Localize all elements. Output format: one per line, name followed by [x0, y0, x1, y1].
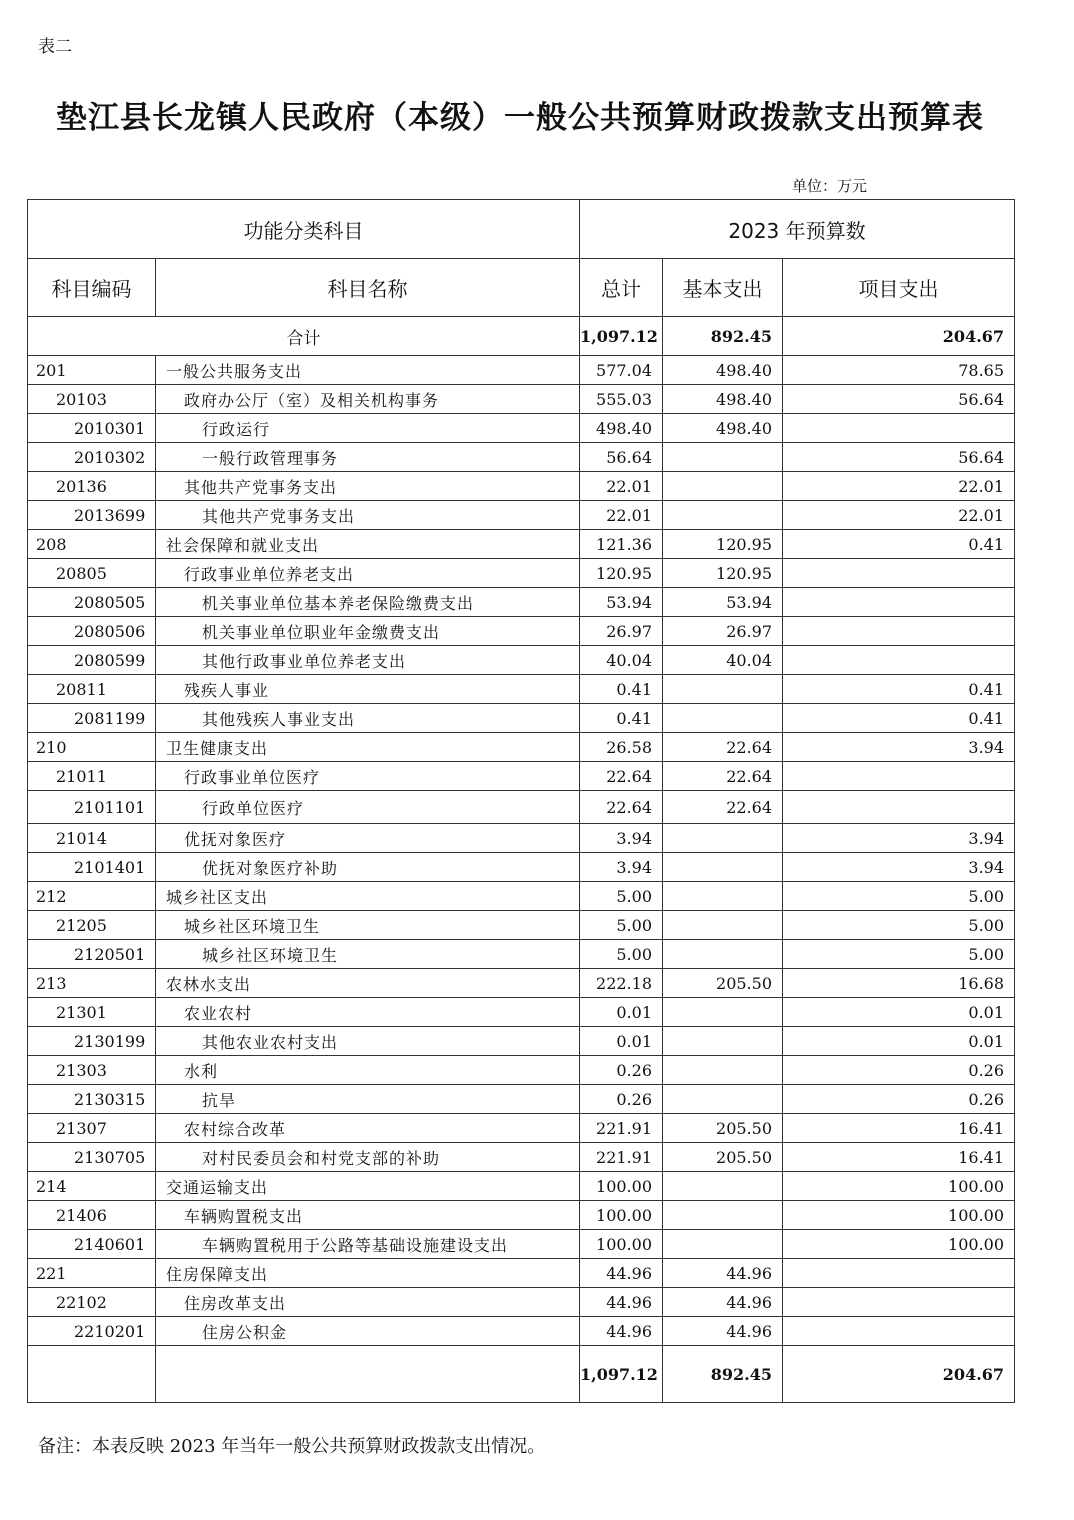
table-row — [28, 1056, 1015, 1085]
table-row — [28, 1259, 1015, 1288]
cell-project: 56.64 — [783, 385, 1015, 414]
unit-label: 单位：万元 — [792, 177, 868, 195]
cell-basic — [663, 911, 783, 940]
cell-code: 221 — [28, 1259, 156, 1288]
cell-total: 0.41 — [580, 704, 663, 733]
budget-table — [27, 199, 1015, 1403]
table-row — [28, 675, 1015, 704]
cell-total: 5.00 — [580, 940, 663, 969]
cell-total: 0.01 — [580, 1027, 663, 1056]
cell-basic: 205.50 — [663, 1143, 783, 1172]
cell-name: 优抚对象医疗补助 — [156, 853, 580, 882]
cell-total: 498.40 — [580, 414, 663, 443]
footer-total-row — [28, 1346, 1015, 1403]
cell-total: 53.94 — [580, 588, 663, 617]
cell-name: 行政事业单位养老支出 — [156, 559, 580, 588]
table-row — [28, 969, 1015, 998]
cell-project: 0.26 — [783, 1056, 1015, 1085]
cell-project — [783, 617, 1015, 646]
cell-code: 20805 — [28, 559, 156, 588]
cell-total: 0.01 — [580, 998, 663, 1027]
cell-code: 20103 — [28, 385, 156, 414]
cell-project: 100.00 — [783, 1172, 1015, 1201]
table-row — [28, 1027, 1015, 1056]
cell-name: 机关事业单位基本养老保险缴费支出 — [156, 588, 580, 617]
cell-code: 21303 — [28, 1056, 156, 1085]
cell-basic: 53.94 — [663, 588, 783, 617]
cell-project: 5.00 — [783, 940, 1015, 969]
cell-basic: 22.64 — [663, 791, 783, 824]
cell-project: 3.94 — [783, 853, 1015, 882]
table-row — [28, 791, 1015, 824]
header-subject-code: 科目编码 — [28, 259, 156, 317]
header-subject-name: 科目名称 — [156, 259, 580, 317]
cell-name: 住房改革支出 — [156, 1288, 580, 1317]
cell-code: 2120501 — [28, 940, 156, 969]
cell-name: 其他农业农村支出 — [156, 1027, 580, 1056]
cell-total: 555.03 — [580, 385, 663, 414]
cell-basic — [663, 1230, 783, 1259]
cell-total: 44.96 — [580, 1288, 663, 1317]
cell-total: 5.00 — [580, 882, 663, 911]
cell-project — [783, 588, 1015, 617]
cell-total: 44.96 — [580, 1259, 663, 1288]
cell-code: 2080505 — [28, 588, 156, 617]
cell-total: 22.64 — [580, 762, 663, 791]
cell-total: 100.00 — [580, 1230, 663, 1259]
cell-project — [783, 791, 1015, 824]
table-row — [28, 824, 1015, 853]
cell-project — [783, 1259, 1015, 1288]
cell-total: 221.91 — [580, 1143, 663, 1172]
cell-name: 车辆购置税用于公路等基础设施建设支出 — [156, 1230, 580, 1259]
cell-name: 城乡社区环境卫生 — [156, 940, 580, 969]
cell-code: 2013699 — [28, 501, 156, 530]
cell-code: 2010302 — [28, 443, 156, 472]
table-row — [28, 1288, 1015, 1317]
cell-code: 2140601 — [28, 1230, 156, 1259]
footnote: 备注：本表反映 2023 年当年一般公共预算财政拨款支出情况。 — [38, 1436, 546, 1457]
footer-empty-name — [156, 1346, 580, 1403]
cell-name: 农村综合改革 — [156, 1114, 580, 1143]
cell-code: 21301 — [28, 998, 156, 1027]
cell-project — [783, 646, 1015, 675]
table-row — [28, 472, 1015, 501]
table-number-label: 表二 — [38, 37, 72, 57]
cell-code: 2010301 — [28, 414, 156, 443]
cell-code: 2130315 — [28, 1085, 156, 1114]
cell-total: 0.26 — [580, 1085, 663, 1114]
cell-code: 21014 — [28, 824, 156, 853]
cell-name: 农林水支出 — [156, 969, 580, 998]
footer-total: 1,097.12 — [580, 1346, 663, 1403]
cell-basic — [663, 501, 783, 530]
cell-code: 21205 — [28, 911, 156, 940]
footer-empty-code — [28, 1346, 156, 1403]
cell-project — [783, 1288, 1015, 1317]
cell-project: 22.01 — [783, 472, 1015, 501]
cell-total: 3.94 — [580, 824, 663, 853]
header-budget-year: 2023 年预算数 — [580, 200, 1015, 259]
cell-total: 3.94 — [580, 853, 663, 882]
cell-basic: 120.95 — [663, 559, 783, 588]
cell-code: 21011 — [28, 762, 156, 791]
cell-total: 22.01 — [580, 472, 663, 501]
cell-project: 16.41 — [783, 1114, 1015, 1143]
cell-code: 208 — [28, 530, 156, 559]
cell-total: 5.00 — [580, 911, 663, 940]
cell-code: 2080599 — [28, 646, 156, 675]
cell-name: 卫生健康支出 — [156, 733, 580, 762]
cell-code: 2130199 — [28, 1027, 156, 1056]
cell-project: 0.26 — [783, 1085, 1015, 1114]
header-basic-expenditure: 基本支出 — [663, 259, 783, 317]
cell-name: 行政运行 — [156, 414, 580, 443]
cell-code: 2101401 — [28, 853, 156, 882]
grand-total-project: 204.67 — [783, 317, 1015, 356]
table-row — [28, 443, 1015, 472]
table-row — [28, 1230, 1015, 1259]
table-row — [28, 704, 1015, 733]
cell-basic: 44.96 — [663, 1259, 783, 1288]
table-row — [28, 998, 1015, 1027]
cell-basic — [663, 675, 783, 704]
table-row — [28, 1085, 1015, 1114]
cell-basic: 498.40 — [663, 414, 783, 443]
footer-project: 204.67 — [783, 1346, 1015, 1403]
cell-name: 行政事业单位医疗 — [156, 762, 580, 791]
table-row — [28, 385, 1015, 414]
cell-total: 26.97 — [580, 617, 663, 646]
cell-basic — [663, 824, 783, 853]
table-row — [28, 762, 1015, 791]
cell-basic: 498.40 — [663, 385, 783, 414]
cell-total: 120.95 — [580, 559, 663, 588]
cell-total: 26.58 — [580, 733, 663, 762]
grand-total-basic: 892.45 — [663, 317, 783, 356]
cell-code: 212 — [28, 882, 156, 911]
cell-basic: 498.40 — [663, 356, 783, 385]
table-row — [28, 559, 1015, 588]
cell-name: 水利 — [156, 1056, 580, 1085]
cell-total: 56.64 — [580, 443, 663, 472]
cell-basic — [663, 443, 783, 472]
cell-basic — [663, 998, 783, 1027]
header-total: 总计 — [580, 259, 663, 317]
cell-project: 3.94 — [783, 733, 1015, 762]
cell-name: 优抚对象医疗 — [156, 824, 580, 853]
cell-basic: 26.97 — [663, 617, 783, 646]
cell-basic — [663, 1056, 783, 1085]
cell-code: 2101101 — [28, 791, 156, 824]
table-row — [28, 617, 1015, 646]
table-row — [28, 501, 1015, 530]
cell-code: 2130705 — [28, 1143, 156, 1172]
cell-total: 222.18 — [580, 969, 663, 998]
cell-name: 城乡社区环境卫生 — [156, 911, 580, 940]
table-row — [28, 911, 1015, 940]
table-row — [28, 414, 1015, 443]
cell-basic — [663, 1027, 783, 1056]
cell-code: 21406 — [28, 1201, 156, 1230]
table-row — [28, 1114, 1015, 1143]
cell-total: 0.41 — [580, 675, 663, 704]
cell-name: 残疾人事业 — [156, 675, 580, 704]
cell-name: 其他共产党事务支出 — [156, 501, 580, 530]
cell-basic: 44.96 — [663, 1317, 783, 1346]
cell-project — [783, 414, 1015, 443]
table-row — [28, 853, 1015, 882]
cell-total: 0.26 — [580, 1056, 663, 1085]
cell-name: 车辆购置税支出 — [156, 1201, 580, 1230]
cell-code: 2081199 — [28, 704, 156, 733]
cell-name: 对村民委员会和村党支部的补助 — [156, 1143, 580, 1172]
cell-code: 210 — [28, 733, 156, 762]
cell-name: 行政单位医疗 — [156, 791, 580, 824]
cell-project: 0.41 — [783, 675, 1015, 704]
cell-total: 22.64 — [580, 791, 663, 824]
cell-name: 一般行政管理事务 — [156, 443, 580, 472]
table-row — [28, 1143, 1015, 1172]
cell-name: 政府办公厅（室）及相关机构事务 — [156, 385, 580, 414]
cell-total: 44.96 — [580, 1317, 663, 1346]
table-row — [28, 588, 1015, 617]
table-row — [28, 882, 1015, 911]
footer-basic: 892.45 — [663, 1346, 783, 1403]
cell-code: 201 — [28, 356, 156, 385]
cell-basic: 22.64 — [663, 762, 783, 791]
cell-name: 机关事业单位职业年金缴费支出 — [156, 617, 580, 646]
table-row — [28, 646, 1015, 675]
cell-code: 20136 — [28, 472, 156, 501]
table-row — [28, 530, 1015, 559]
cell-name: 其他行政事业单位养老支出 — [156, 646, 580, 675]
cell-total: 100.00 — [580, 1201, 663, 1230]
cell-basic — [663, 940, 783, 969]
cell-code: 21307 — [28, 1114, 156, 1143]
grand-total-total: 1,097.12 — [580, 317, 663, 356]
cell-total: 221.91 — [580, 1114, 663, 1143]
cell-project: 0.01 — [783, 998, 1015, 1027]
cell-total: 100.00 — [580, 1172, 663, 1201]
cell-name: 住房保障支出 — [156, 1259, 580, 1288]
table-row — [28, 1317, 1015, 1346]
cell-basic: 44.96 — [663, 1288, 783, 1317]
cell-project — [783, 559, 1015, 588]
page-title: 垫江县长龙镇人民政府（本级）一般公共预算财政拨款支出预算表 — [56, 100, 984, 136]
cell-project: 16.68 — [783, 969, 1015, 998]
cell-code: 20811 — [28, 675, 156, 704]
cell-name: 其他残疾人事业支出 — [156, 704, 580, 733]
cell-project — [783, 762, 1015, 791]
cell-basic — [663, 882, 783, 911]
cell-name: 交通运输支出 — [156, 1172, 580, 1201]
cell-name: 农业农村 — [156, 998, 580, 1027]
cell-total: 22.01 — [580, 501, 663, 530]
grand-total-row — [28, 317, 1015, 356]
cell-name: 一般公共服务支出 — [156, 356, 580, 385]
cell-basic — [663, 472, 783, 501]
cell-total: 577.04 — [580, 356, 663, 385]
cell-project: 5.00 — [783, 882, 1015, 911]
table-row — [28, 1201, 1015, 1230]
table-row — [28, 733, 1015, 762]
cell-code: 22102 — [28, 1288, 156, 1317]
table-row — [28, 1172, 1015, 1201]
table-row — [28, 356, 1015, 385]
cell-basic — [663, 704, 783, 733]
cell-basic — [663, 1085, 783, 1114]
cell-project: 56.64 — [783, 443, 1015, 472]
cell-name: 住房公积金 — [156, 1317, 580, 1346]
cell-project: 100.00 — [783, 1201, 1015, 1230]
header-functional-classification: 功能分类科目 — [28, 200, 580, 259]
cell-code: 214 — [28, 1172, 156, 1201]
cell-code: 2080506 — [28, 617, 156, 646]
grand-total-label: 合计 — [28, 317, 580, 356]
cell-basic: 120.95 — [663, 530, 783, 559]
cell-project: 3.94 — [783, 824, 1015, 853]
cell-project: 16.41 — [783, 1143, 1015, 1172]
cell-project: 78.65 — [783, 356, 1015, 385]
cell-total: 121.36 — [580, 530, 663, 559]
cell-name: 城乡社区支出 — [156, 882, 580, 911]
cell-project — [783, 1317, 1015, 1346]
cell-total: 40.04 — [580, 646, 663, 675]
cell-basic: 40.04 — [663, 646, 783, 675]
table-row — [28, 940, 1015, 969]
cell-basic — [663, 853, 783, 882]
cell-project: 100.00 — [783, 1230, 1015, 1259]
cell-code: 2210201 — [28, 1317, 156, 1346]
cell-project: 0.41 — [783, 530, 1015, 559]
cell-basic: 22.64 — [663, 733, 783, 762]
cell-basic: 205.50 — [663, 969, 783, 998]
cell-code: 213 — [28, 969, 156, 998]
cell-project: 0.01 — [783, 1027, 1015, 1056]
header-project-expenditure: 项目支出 — [783, 259, 1015, 317]
cell-name: 抗旱 — [156, 1085, 580, 1114]
cell-project: 0.41 — [783, 704, 1015, 733]
cell-project: 22.01 — [783, 501, 1015, 530]
cell-name: 社会保障和就业支出 — [156, 530, 580, 559]
cell-basic — [663, 1201, 783, 1230]
cell-basic — [663, 1172, 783, 1201]
cell-name: 其他共产党事务支出 — [156, 472, 580, 501]
cell-basic: 205.50 — [663, 1114, 783, 1143]
cell-project: 5.00 — [783, 911, 1015, 940]
